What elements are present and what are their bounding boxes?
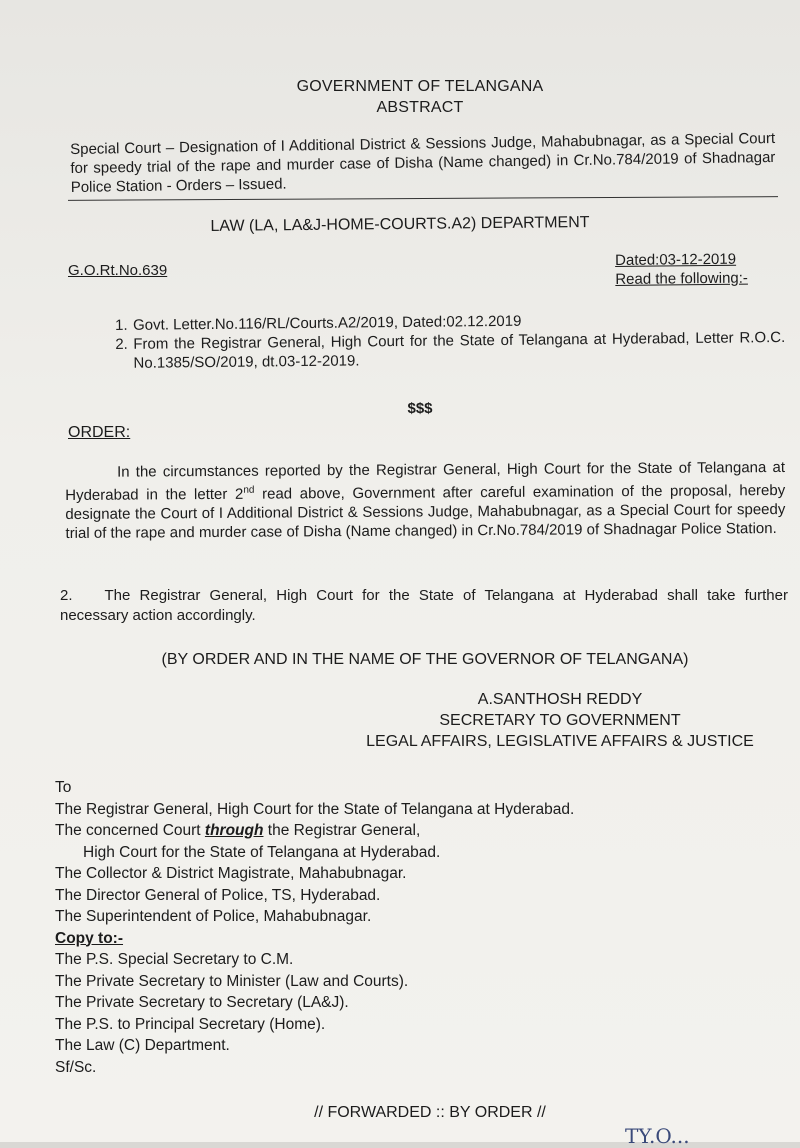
signatory-name: A.SANTHOSH REDDY xyxy=(477,691,643,708)
signature-stamp: TY.O... xyxy=(625,1124,690,1148)
list-item: The Superintendent of Police, Mahabubnagar. xyxy=(55,908,372,925)
list-item: The concerned Court through the Registrar General, xyxy=(55,822,421,839)
list-item: The P.S. Special Secretary to C.M. xyxy=(55,951,294,968)
dated-text: Dated:03-12-2019 xyxy=(615,250,737,269)
signatory-department: LEGAL AFFAIRS, LEGISLATIVE AFFAIRS & JUSTICE xyxy=(366,733,754,750)
list-item: The Private Secretary to Secretary (LA&J). xyxy=(55,994,349,1011)
separator-mark: $$$ xyxy=(407,400,433,417)
subject-divider xyxy=(68,196,778,201)
copy-to-heading: Copy to:- xyxy=(55,929,124,947)
read-following-text: Read the following:- xyxy=(615,269,748,288)
distribution-list xyxy=(55,777,755,1078)
abstract-heading: ABSTRACT xyxy=(376,99,464,116)
list-item: The Law (C) Department. xyxy=(55,1037,230,1054)
to-heading: To xyxy=(55,779,72,796)
signatory-title: SECRETARY TO GOVERNMENT xyxy=(439,712,681,729)
list-item: Sf/Sc. xyxy=(55,1058,97,1076)
list-item: The Director General of Police, TS, Hyderabad. xyxy=(55,886,381,904)
department-heading: LAW (LA, LA&J-HOME-COURTS.A2) DEPARTMENT xyxy=(210,214,590,235)
list-item: High Court for the State of Telangana at Hyderabad. xyxy=(83,843,441,861)
list-item: The Collector & District Magistrate, Mahabubnagar. xyxy=(55,865,407,882)
list-item: The P.S. to Principal Secretary (Home). xyxy=(55,1015,326,1033)
forwarded-line: // FORWARDED :: BY ORDER // xyxy=(314,1104,546,1121)
dated-block xyxy=(615,250,748,289)
list-item: The Registrar General, High Court for the State of Telangana at Hyderabad. xyxy=(55,800,575,818)
references-list xyxy=(115,309,786,373)
by-order-line: (BY ORDER AND IN THE NAME OF THE GOVERNOR OF TELANGANA) xyxy=(161,651,689,668)
reference-item: 1. Govt. Letter.No.116/RL/Courts.A2/2019, Dated:02.12.2019 xyxy=(115,312,522,334)
order-paragraph-1: In the circumstances reported by the Registrar General, High Court for the State of Telangana at Hyderabad in the letter 2nd read above, Government after careful examination of the proposal, hereby designate the Court of I Additional District & Sessions Judge, Mahabubnagar, as a Special Court for speedy trial of the rape and murder case of Disha (Name changed) in Cr.No.784/2019 of Shadnagar Police Station. xyxy=(65,458,786,542)
subject-text: Special Court – Designation of I Additional District & Sessions Judge, Mahabubnagar, as a Special Court for speedy trial of the rape and murder case of Disha (Name changed) in Cr.No.784/2019 of Shadnagar Police Station - Orders – Issued. xyxy=(70,129,776,196)
order-heading: ORDER: xyxy=(68,424,131,441)
go-number: G.O.Rt.No.639 xyxy=(68,262,168,279)
order-paragraph-2: 2. The Registrar General, High Court for the State of Telangana at Hyderabad shall take further necessary action accordingly. xyxy=(60,587,788,624)
reference-item: 2. From the Registrar General, High Court for the State of Telangana at Hyderabad, Letter R.O.C. No.1385/SO/2019, dt.03-12-2019. xyxy=(115,328,786,372)
signatory-block xyxy=(300,689,800,752)
list-item: The Private Secretary to Minister (Law and Courts). xyxy=(55,972,409,990)
government-heading: GOVERNMENT OF TELANGANA xyxy=(296,78,544,95)
